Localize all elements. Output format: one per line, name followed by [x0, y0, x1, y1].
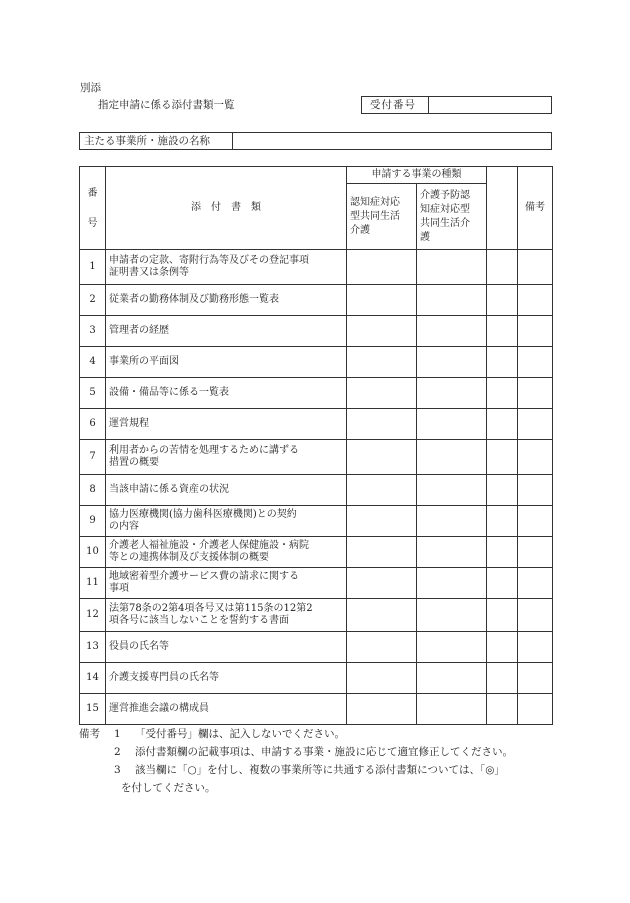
remarks-cell[interactable]	[518, 694, 553, 725]
row-number: 13	[80, 632, 106, 663]
check-type-1[interactable]	[347, 537, 417, 568]
check-type-2[interactable]	[417, 409, 487, 440]
table-row	[80, 250, 553, 285]
row-number: 3	[80, 316, 106, 347]
header-remarks: 備考	[518, 167, 553, 250]
table-row	[80, 599, 553, 632]
document-name: 運営規程	[106, 409, 347, 440]
check-type-1[interactable]	[347, 663, 417, 694]
table-row	[80, 409, 553, 440]
check-type-1[interactable]	[347, 599, 417, 632]
receipt-label: 受付番号	[370, 99, 416, 111]
table-row	[80, 663, 553, 694]
table-row	[80, 378, 553, 409]
remarks-cell[interactable]	[518, 599, 553, 632]
document-name: 事業所の平面図	[106, 347, 347, 378]
remarks-cell[interactable]	[518, 506, 553, 537]
remarks-cell[interactable]	[518, 316, 553, 347]
table-row	[80, 506, 553, 537]
remarks-cell[interactable]	[518, 378, 553, 409]
row-number: 15	[80, 694, 106, 725]
header-type-dementia-group-care: 認知症対応 型共同生活 介護	[347, 184, 417, 250]
remarks-cell[interactable]	[518, 663, 553, 694]
remarks-cell[interactable]	[518, 440, 553, 475]
row-number: 1	[80, 250, 106, 285]
check-extra[interactable]	[487, 599, 518, 632]
row-number: 4	[80, 347, 106, 378]
remarks-cell[interactable]	[518, 250, 553, 285]
remarks-cell[interactable]	[518, 409, 553, 440]
check-type-1[interactable]	[347, 568, 417, 599]
check-type-1[interactable]	[347, 632, 417, 663]
check-type-2[interactable]	[417, 475, 487, 506]
header-number: 番 号	[80, 167, 106, 250]
document-name: 従業者の勤務体制及び勤務形態一覧表	[106, 285, 347, 316]
check-extra[interactable]	[487, 475, 518, 506]
row-number: 2	[80, 285, 106, 316]
row-number: 14	[80, 663, 106, 694]
check-extra[interactable]	[487, 378, 518, 409]
check-type-1[interactable]	[347, 409, 417, 440]
row-number: 6	[80, 409, 106, 440]
check-extra[interactable]	[487, 537, 518, 568]
check-type-1[interactable]	[347, 440, 417, 475]
check-type-2[interactable]	[417, 632, 487, 663]
check-type-2[interactable]	[417, 347, 487, 378]
header-documents: 添 付 書 類	[106, 167, 347, 250]
remarks-cell[interactable]	[518, 632, 553, 663]
check-extra[interactable]	[487, 285, 518, 316]
check-type-1[interactable]	[347, 378, 417, 409]
check-type-2[interactable]	[417, 378, 487, 409]
header-type-preventive-dementia-group-care: 介護予防認 知症対応型 共同生活介 護	[417, 184, 487, 250]
remarks-cell[interactable]	[518, 537, 553, 568]
attachment-table	[79, 166, 553, 725]
table-row	[80, 568, 553, 599]
check-extra[interactable]	[487, 316, 518, 347]
check-type-2[interactable]	[417, 506, 487, 537]
header-business-types: 申請する事業の種類	[347, 167, 487, 184]
remarks-cell[interactable]	[518, 568, 553, 599]
attachment-label: 別添	[80, 82, 101, 94]
remarks-cell[interactable]	[518, 347, 553, 378]
table-row	[80, 440, 553, 475]
check-extra[interactable]	[487, 568, 518, 599]
check-type-1[interactable]	[347, 250, 417, 285]
note-3-continued: を付してください。	[121, 782, 216, 794]
table-row	[80, 694, 553, 725]
note-2: 添付書類欄の記載事項は、申請する事業・施設に応じて適宜修正してください。	[135, 746, 513, 758]
row-number: 12	[80, 599, 106, 632]
document-name: 申請者の定款、寄附行為等及びその登記事項 証明書又は条例等	[106, 250, 347, 285]
table-row	[80, 347, 553, 378]
document-name: 介護老人福祉施設・介護老人保健施設・病院 等との連携体制及び支援体制の概要	[106, 537, 347, 568]
table-row	[80, 285, 553, 316]
table-row	[80, 475, 553, 506]
check-type-1[interactable]	[347, 506, 417, 537]
document-name: 介護支援専門員の氏名等	[106, 663, 347, 694]
check-type-2[interactable]	[417, 316, 487, 347]
receipt-number-field[interactable]	[428, 96, 552, 114]
document-name: 当該申請に係る資産の状況	[106, 475, 347, 506]
check-type-1[interactable]	[347, 694, 417, 725]
document-name: 管理者の経歴	[106, 316, 347, 347]
document-name: 設備・備品等に係る一覧表	[106, 378, 347, 409]
document-name: 法第78条の2第4項各号又は第115条の12第2 項各号に該当しないことを誓約する書面	[106, 599, 347, 632]
check-extra[interactable]	[487, 506, 518, 537]
table-row	[80, 632, 553, 663]
check-type-2[interactable]	[417, 599, 487, 632]
check-extra[interactable]	[487, 663, 518, 694]
remarks-cell[interactable]	[518, 285, 553, 316]
remarks-cell[interactable]	[518, 475, 553, 506]
check-extra[interactable]	[487, 409, 518, 440]
document-name: 協力医療機関(協力歯科医療機関)との契約 の内容	[106, 506, 347, 537]
check-extra[interactable]	[487, 440, 518, 475]
check-type-2[interactable]	[417, 568, 487, 599]
check-type-2[interactable]	[417, 663, 487, 694]
facility-name-field[interactable]	[232, 132, 552, 150]
document-name: 運営推進会議の構成員	[106, 694, 347, 725]
check-extra[interactable]	[487, 632, 518, 663]
row-number: 10	[80, 537, 106, 568]
check-type-1[interactable]	[347, 347, 417, 378]
note-1: 「受付番号」欄は、記入しないでください。	[135, 728, 345, 740]
header-extra-column	[487, 167, 518, 250]
check-extra[interactable]	[487, 694, 518, 725]
row-number: 11	[80, 568, 106, 599]
check-extra[interactable]	[487, 347, 518, 378]
notes-label: 備考	[79, 728, 100, 740]
facility-label-cell	[79, 132, 233, 150]
row-number: 5	[80, 378, 106, 409]
check-type-2[interactable]	[417, 694, 487, 725]
table-row	[80, 537, 553, 568]
document-title: 指定申請に係る添付書類一覧	[98, 99, 235, 111]
document-name: 役員の氏名等	[106, 632, 347, 663]
row-number: 9	[80, 506, 106, 537]
check-type-1[interactable]	[347, 475, 417, 506]
note-3: 該当欄に「○」を付し、複数の事業所等に共通する添付書類については、「◎」	[135, 764, 505, 776]
check-extra[interactable]	[487, 250, 518, 285]
check-type-2[interactable]	[417, 285, 487, 316]
row-number: 7	[80, 440, 106, 475]
check-type-2[interactable]	[417, 537, 487, 568]
check-type-2[interactable]	[417, 250, 487, 285]
row-number: 8	[80, 475, 106, 506]
document-name: 地域密着型介護サービス費の請求に関する 事項	[106, 568, 347, 599]
check-type-2[interactable]	[417, 440, 487, 475]
table-row	[80, 316, 553, 347]
document-name: 利用者からの苦情を処理するために講ずる 措置の概要	[106, 440, 347, 475]
receipt-label-cell	[361, 96, 429, 114]
check-type-1[interactable]	[347, 285, 417, 316]
facility-label: 主たる事業所・施設の名称	[84, 135, 210, 147]
check-type-1[interactable]	[347, 316, 417, 347]
